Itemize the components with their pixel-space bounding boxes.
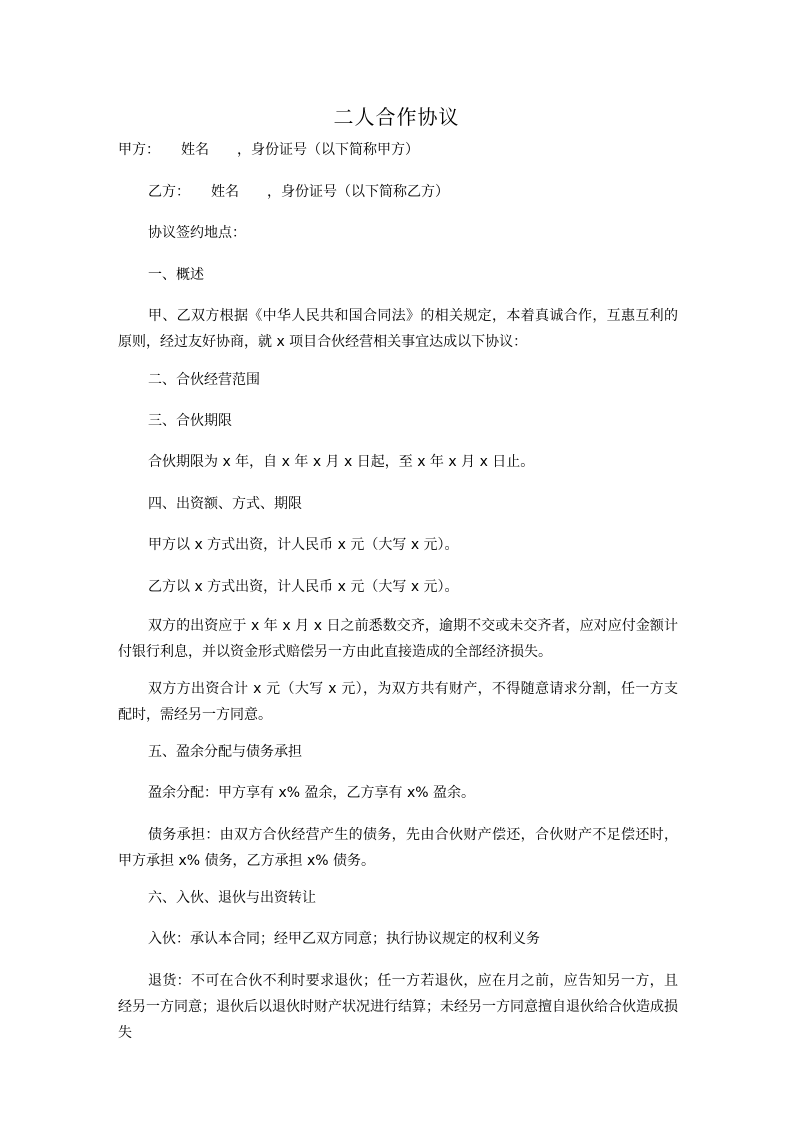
section-1-heading: 一、概述 (148, 267, 204, 283)
party-a-line: 甲方： 姓名 ，身份证号（以下简称甲方） (118, 142, 419, 158)
section-4-party-b: 乙方以 x 方式出资，计人民币 x 元（大写 x 元）。 (148, 579, 459, 595)
section-4-deadline: 双方的出资应于 x 年 x 月 x 日之前悉数交齐，逾期不交或未交齐者，应对应付金额计付银行利息，并以资金形式赔偿另一方由此直接造成的全部经济损失。 (118, 618, 678, 660)
section-2-heading: 二、合伙经营范围 (148, 372, 260, 388)
party-b-line: 乙方： 姓名 ，身份证号（以下简称乙方） (148, 184, 449, 200)
section-4-heading: 四、出资额、方式、期限 (148, 496, 302, 512)
section-4-total: 双方方出资合计 x 元（大写 x 元），为双方共有财产，不得随意请求分割，任一方支配时，需经另一方同意。 (118, 681, 678, 723)
section-4-party-a: 甲方以 x 方式出资，计人民币 x 元（大写 x 元）。 (148, 537, 459, 553)
section-3-body: 合伙期限为 x 年，自 x 年 x 月 x 日起，至 x 年 x 月 x 日止。 (148, 454, 535, 470)
section-1-body: 甲、乙双方根据《中华人民共和国合同法》的相关规定，本着真诚合作，互惠互利的原则，经过友好协商，就 x 项目合伙经营相关事宜达成以下协议： (118, 308, 678, 350)
section-5-profit: 盈余分配：甲方享有 x% 盈余，乙方享有 x% 盈余。 (148, 785, 475, 801)
signing-place: 协议签约地点： (148, 225, 246, 241)
section-6-join: 入伙：承认本合同；经甲乙双方同意；执行协议规定的权利义务 (148, 931, 540, 947)
section-3-heading: 三、合伙期限 (148, 413, 232, 429)
section-5-debt: 债务承担：由双方合伙经营产生的债务，先由合伙财产偿还，合伙财产不足偿还时，甲方承担 x% 债务，乙方承担 x% 债务。 (118, 827, 678, 869)
document-title: 二人合作协议 (333, 105, 460, 129)
section-6-heading: 六、入伙、退伙与出资转让 (148, 890, 316, 906)
section-6-withdraw: 退货：不可在合伙不利时要求退伙；任一方若退伙，应在月之前，应告知另一方，且经另一方同意；退伙后以退伙时财产状况进行结算；未经另一方同意擅自退伙给合伙造成损失 (118, 973, 678, 1041)
section-5-heading: 五、盈余分配与债务承担 (148, 744, 302, 760)
